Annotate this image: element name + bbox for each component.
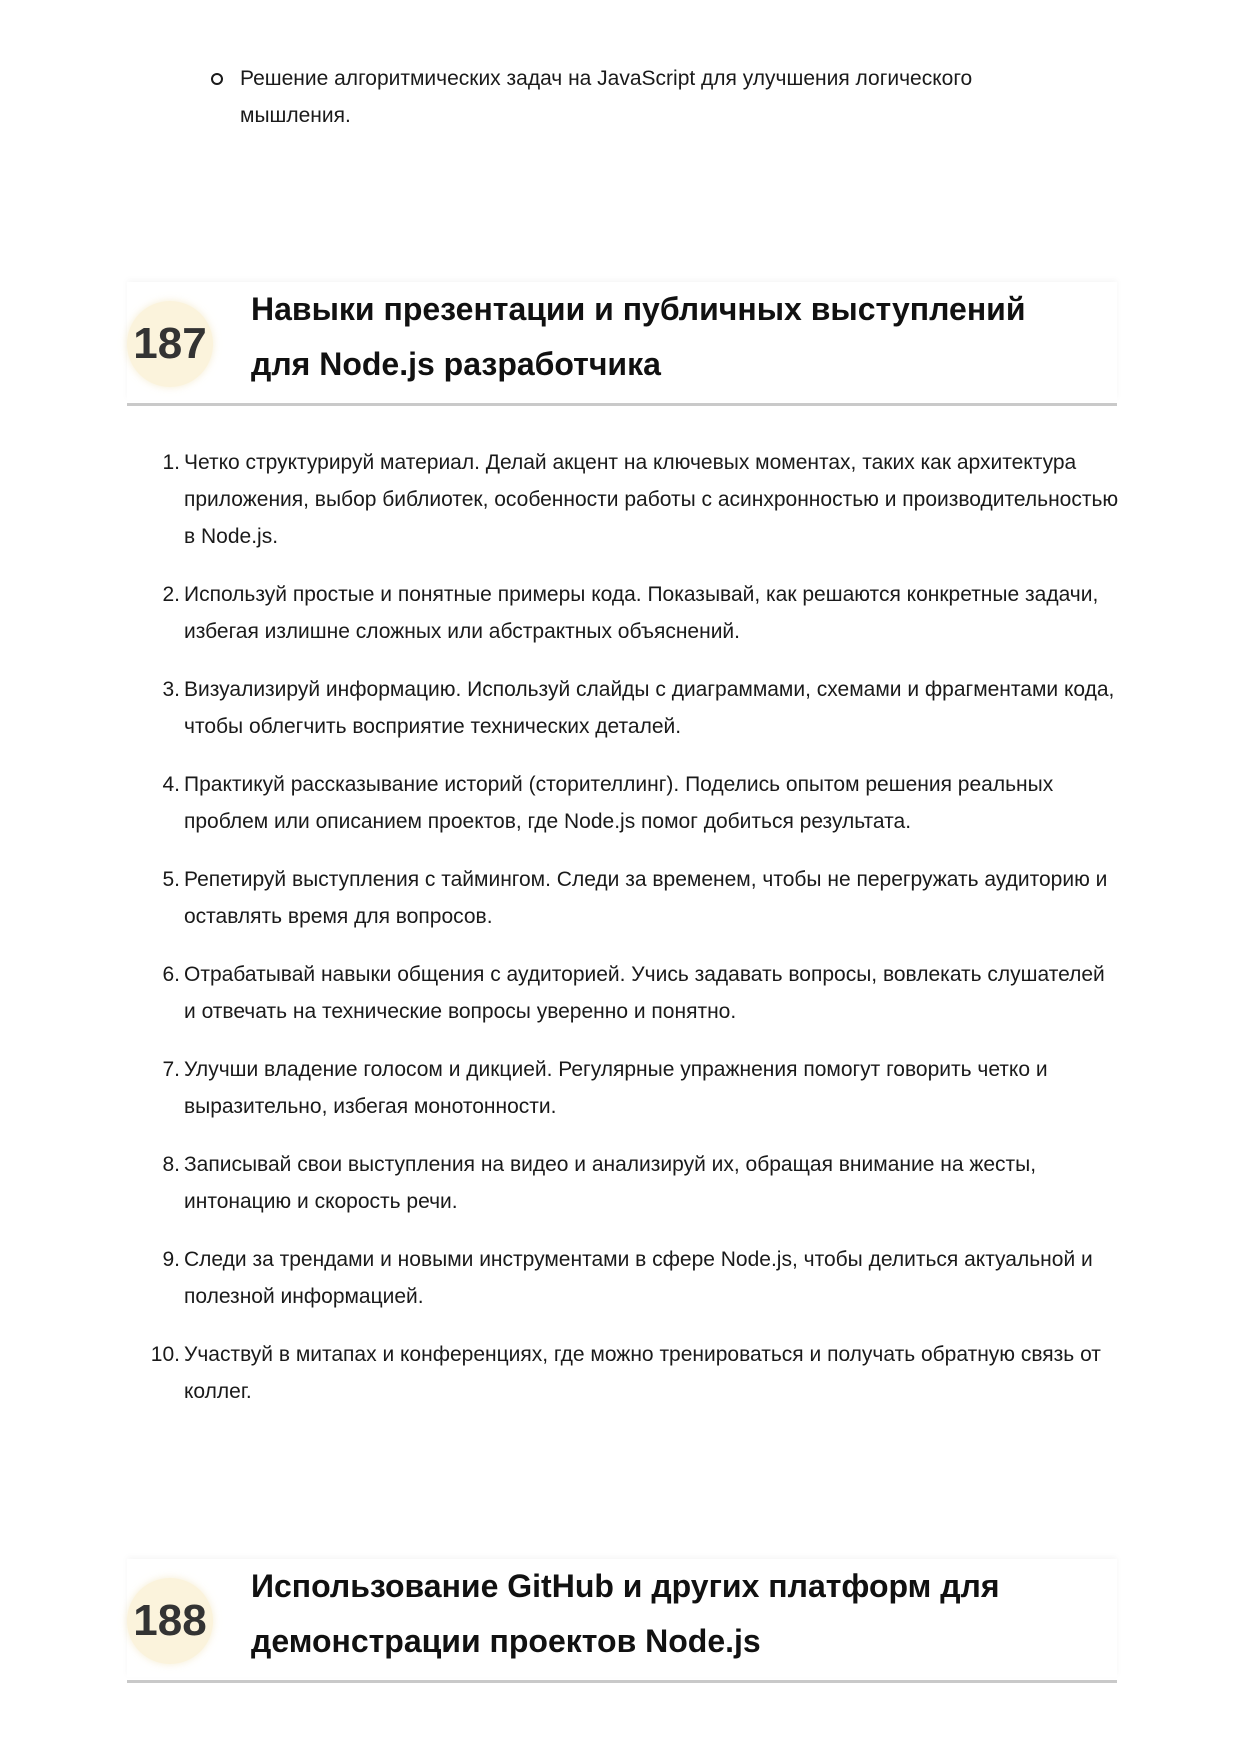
sub-bullet-text: Решение алгоритмических задач на JavaScript для улучшения логического мышления. [240,67,973,127]
list-item [140,766,1120,840]
list-item-text: Визуализируй информацию. Используй слайды с диаграммами, схемами и фрагментами кода, чтобы облегчить восприятие технических деталей. [184,678,1115,738]
list-item-text: Участвуй в митапах и конференциях, где можно тренироваться и получать обратную связь от коллег. [184,1343,1101,1403]
list-item [140,576,1120,650]
section-divider [127,403,1117,406]
list-item-number: 8. [162,1153,180,1176]
list-item [140,1146,1120,1220]
list-item-text: Используй простые и понятные примеры кода. Показывай, как решаются конкретные задачи, избегая излишне сложных или абстрактных объяснений. [184,583,1099,643]
section-header-187 [127,290,1117,408]
list-item [140,671,1120,745]
tips-list [140,444,1120,1431]
sub-bullet-item [211,60,1051,134]
list-item [140,861,1120,935]
list-item [140,1051,1120,1125]
list-item-number: 6. [162,963,180,986]
list-item-number: 10. [150,1343,180,1366]
section-number-badge: 187 [127,301,213,387]
list-item-number: 9. [162,1248,180,1271]
list-item-text: Четко структурируй материал. Делай акцент на ключевых моментах, таких как архитектура приложения, выбор библиотек, особенности работы с асинхронностью и производительностью в Node.js. [184,451,1119,548]
list-item [140,444,1120,555]
section-divider [127,1680,1117,1683]
list-item-text: Практикуй рассказывание историй (сторителлинг). Поделись опытом решения реальных проблем или описанием проектов, где Node.js помог добиться результата. [184,773,1054,833]
list-item-number: 7. [162,1058,180,1081]
list-item-number: 4. [162,773,180,796]
list-item-text: Отрабатывай навыки общения с аудиторией. Учись задавать вопросы, вовлекать слушателей и отвечать на технические вопросы уверенно и понятно. [184,963,1105,1023]
list-item-text: Записывай свои выступления на видео и анализируй их, обращая внимание на жесты, интонацию и скорость речи. [184,1153,1037,1213]
list-item [140,1336,1120,1410]
list-item-number: 3. [162,678,180,701]
list-item-text: Улучши владение голосом и дикцией. Регулярные упражнения помогут говорить четко и выразительно, избегая монотонности. [184,1058,1048,1118]
list-item-number: 1. [162,451,180,474]
list-item-text: Следи за трендами и новыми инструментами в сфере Node.js, чтобы делиться актуальной и полезной информацией. [184,1248,1093,1308]
list-item-number: 2. [162,583,180,606]
section-header-188 [127,1567,1117,1685]
list-item [140,1241,1120,1315]
section-number-badge: 188 [127,1578,213,1664]
section-title: Использование GitHub и других платформ для демонстрации проектов Node.js [251,1568,1000,1659]
list-item-number: 5. [162,868,180,891]
hollow-bullet-icon [211,73,223,85]
list-item [140,956,1120,1030]
list-item-text: Репетируй выступления с таймингом. Следи за временем, чтобы не перегружать аудиторию и оставлять время для вопросов. [184,868,1108,928]
section-title: Навыки презентации и публичных выступлений для Node.js разработчика [251,291,1026,382]
